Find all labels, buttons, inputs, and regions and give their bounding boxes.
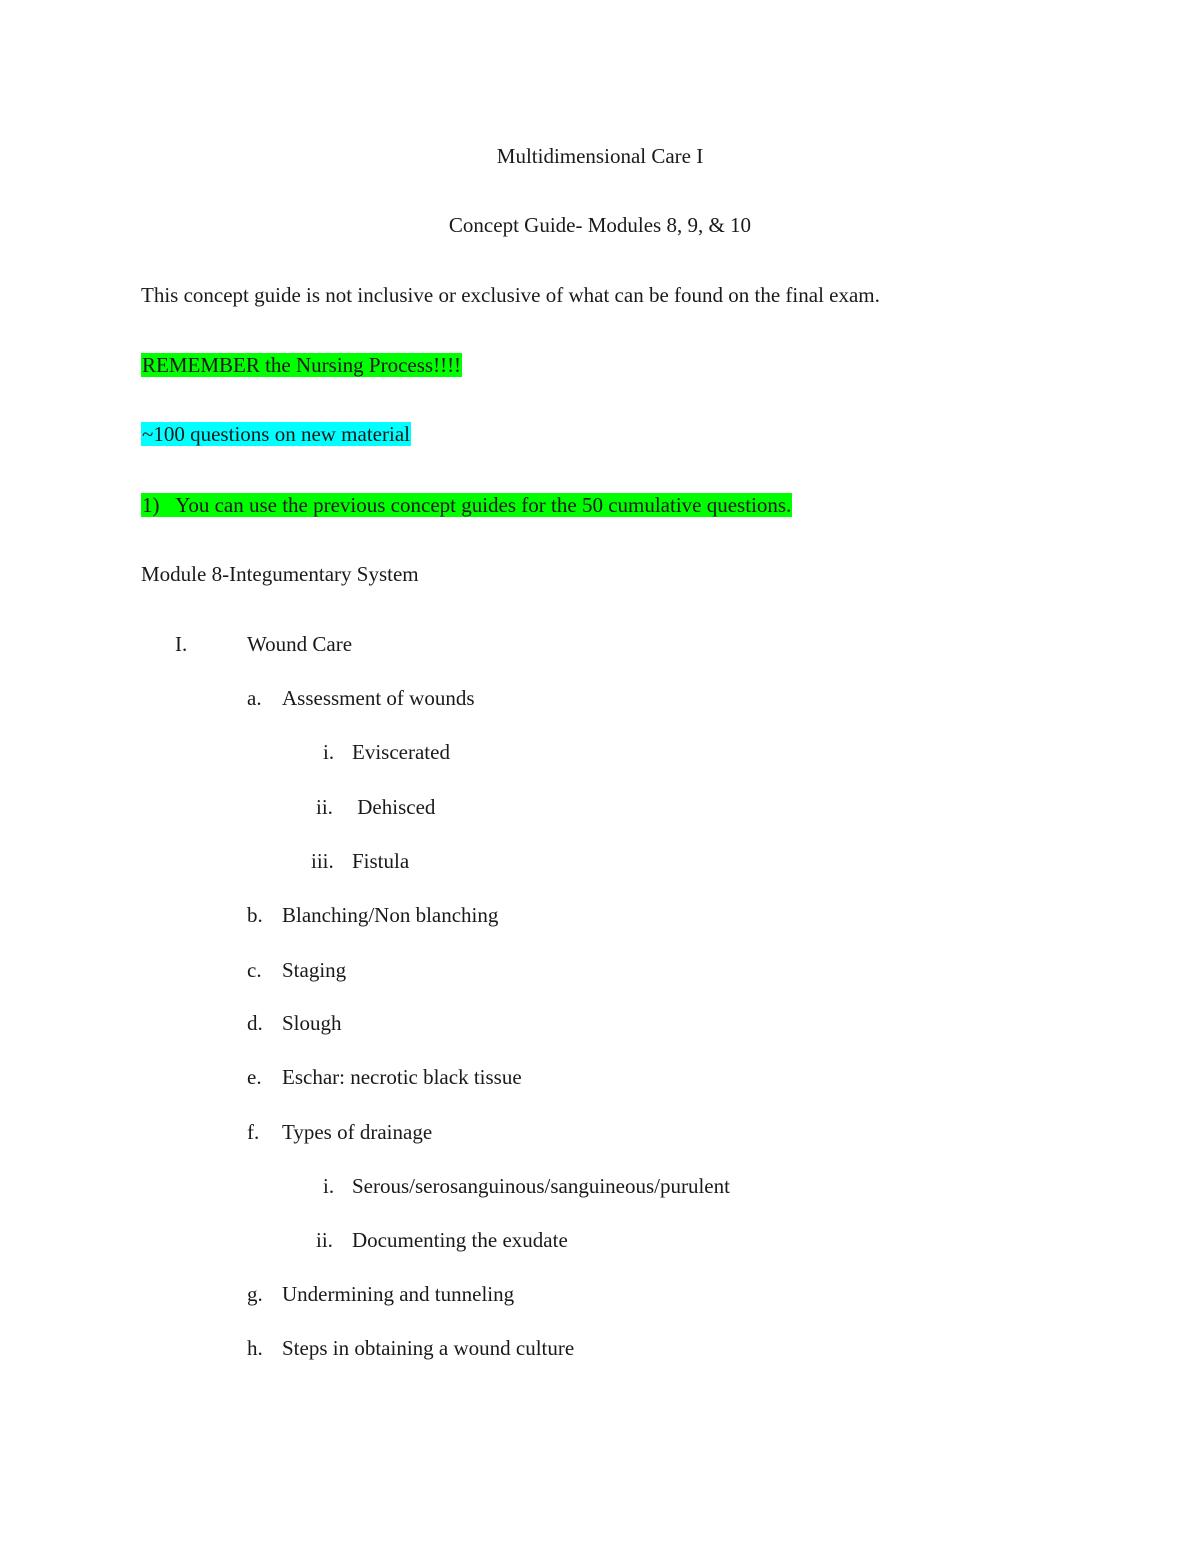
question-count-highlight: ~100 questions on new material <box>142 422 410 446</box>
outline-subitem-label: Eviscerated <box>352 740 450 764</box>
outline-subitem-marker: ii. <box>316 1228 333 1252</box>
reminder-text <box>141 351 462 379</box>
numbered-note-text: You can use the previous concept guides for the 50 cumulative questions. <box>175 493 792 517</box>
outline-item-label: Staging <box>282 958 347 982</box>
outline-item-marker: g. <box>247 1282 263 1306</box>
outline-subitem-label: Dehisced <box>352 795 436 819</box>
outline-item-marker: h. <box>247 1336 263 1360</box>
document-title: Multidimensional Care I <box>496 144 704 168</box>
outline-item-marker: b. <box>247 903 263 927</box>
outline-item-label: Eschar: necrotic black tissue <box>282 1065 522 1089</box>
outline-item-marker: a. <box>247 686 262 710</box>
outline-subitem-marker: iii. <box>311 849 334 873</box>
section-marker: I. <box>175 632 188 656</box>
numbered-note-marker: 1) <box>142 493 160 517</box>
outline-item-label: Blanching/Non blanching <box>282 903 499 927</box>
outline-subitem-label: Fistula <box>352 849 410 873</box>
outline-item-marker: f. <box>247 1120 260 1144</box>
disclaimer-text: This concept guide is not inclusive or exclusive of what can be found on the final exam. <box>141 283 880 307</box>
outline-item-label: Assessment of wounds <box>282 686 475 710</box>
outline-subitem-label: Documenting the exudate <box>352 1228 568 1252</box>
question-count-text <box>141 420 411 448</box>
reminder-highlight: REMEMBER the Nursing Process!!!! <box>142 353 462 377</box>
outline-item-marker: d. <box>247 1011 263 1035</box>
numbered-note <box>141 491 792 519</box>
section-label: Wound Care <box>247 632 353 656</box>
outline-item-label: Types of drainage <box>282 1120 433 1144</box>
module-heading: Module 8-Integumentary System <box>141 562 419 586</box>
numbered-note-highlight <box>141 493 792 517</box>
outline-item-label: Steps in obtaining a wound culture <box>282 1336 575 1360</box>
outline-subitem-marker: i. <box>323 740 335 764</box>
outline-subitem-label: Serous/serosanguinous/sanguineous/purulent <box>352 1174 730 1198</box>
outline-item-marker: c. <box>247 958 262 982</box>
outline-subitem-marker: ii. <box>316 795 333 819</box>
outline-item-label: Undermining and tunneling <box>282 1282 515 1306</box>
outline-item-marker: e. <box>247 1065 262 1089</box>
outline-item-label: Slough <box>282 1011 342 1035</box>
outline-subitem-marker: i. <box>323 1174 335 1198</box>
document-subtitle: Concept Guide- Modules 8, 9, & 10 <box>448 213 752 237</box>
